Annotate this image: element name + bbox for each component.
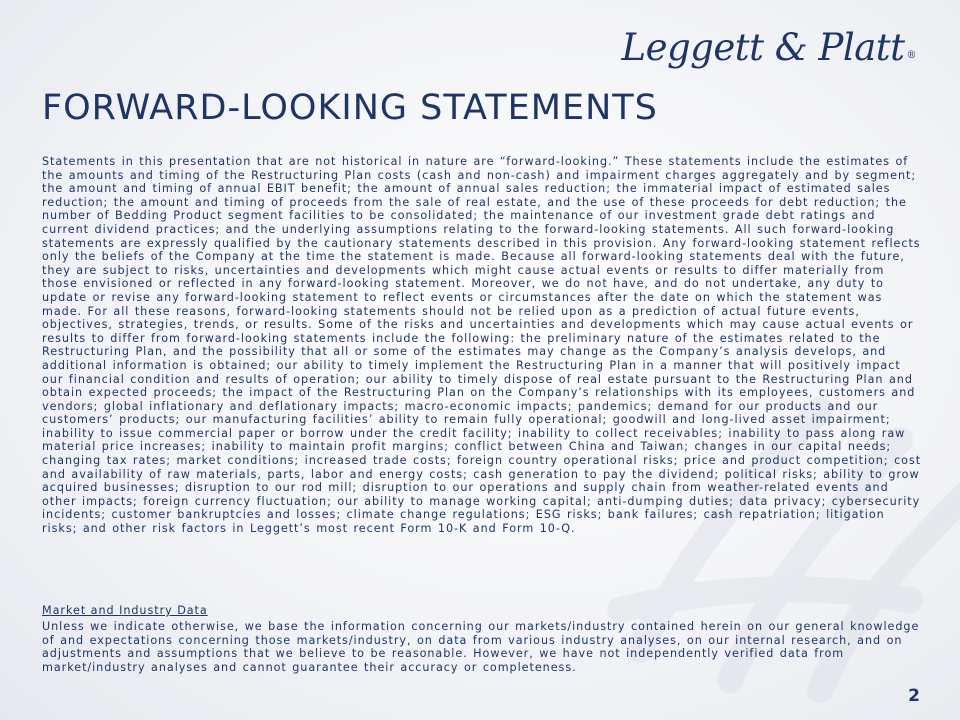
logo-text: Leggett & Platt — [621, 26, 905, 69]
page-number: 2 — [908, 686, 920, 706]
registered-mark: ® — [906, 50, 916, 61]
forward-looking-statements-text: Statements in this presentation that are not historical in nature are “forward-looking.” These statements include the estimates of the amounts and timing of the Restructuring Plan costs (cash and non-cash) and impairment charges aggregately and by segment; the amount and timing of annual EBIT benefit; the amount of annual sales reduction; the immaterial impact of estimated sales reduction; the amount and timing of proceeds from the sale of real estate, and the use of these proceeds for debt reduction; the number of Bedding Product segment facilities to be consolidated; the maintenance of our investment grade debt ratings and current dividend practices; and the underlying assumptions relating to the forward-looking statements. All such forward-looking statements are expressly qualified by the cautionary statements described in this provision. Any forward-looking statement reflects only the beliefs of the Company at the time the statement is made. Because all forward-looking statements deal with the future, they are subject to risks, uncertainties and developments which might cause actual events or results to differ materially from those envisioned or reflected in any forward-looking statement. Moreover, we do not have, and do not undertake, any duty to update or revise any forward-looking statement to reflect events or circumstances after the date on which the statement was made. For all these reasons, forward-looking statements should not be relied upon as a prediction of actual future events, objectives, strategies, trends, or results. Some of the risks and uncertainties and developments which may cause actual events or results to differ from forward-looking statements include the following: the preliminary nature of the estimates related to the Restructuring Plan, and the possibility that all or some of the estimates may change as the Company’s analysis develops, and additional information is obtained; our ability to timely implement the Restructuring Plan in a manner that will positively impact our financial condition and results of operation; our ability to timely dispose of real estate pursuant to the Restructuring Plan and obtain expected proceeds; the impact of the Restructuring Plan on the Company’s relationships with its employees, customers and vendors; global inflationary and deflationary impacts; macro-economic impacts; pandemics; demand for our products and our customers’ products; our manufacturing facilities’ ability to remain fully operational; goodwill and long-lived asset impairment; inability to issue commercial paper or borrow under the credit facility; inability to collect receivables; inability to pass along raw material price increases; inability to maintain profit margins; conflict between China and Taiwan; changes in our capital needs; changing tax rates; market conditions; increased trade costs; foreign country operational risks; price and product competition; cost and availability of raw materials, parts, labor and energy costs; cash generation to pay the dividend; political risks; ability to grow acquired businesses; disruption to our rod mill; disruption to our operations and supply chain from weather-related events and other impacts; foreign currency fluctuation; our ability to manage working capital; anti-dumping duties; data privacy; cybersecurity incidents; customer bankruptcies and losses; climate change regulations; ESG risks; bank failures; cash repatriation; litigation risks; and other risk factors in Leggett’s most recent Form 10-K and Form 10-Q. — [42, 155, 922, 536]
market-data-heading: Market and Industry Data — [42, 604, 208, 617]
company-logo — [622, 26, 916, 69]
page-title: FORWARD-LOOKING STATEMENTS — [42, 88, 658, 128]
market-data-text: Unless we indicate otherwise, we base the information concerning our markets/industry contained herein on our general knowledge of and expectations concerning those markets/industry, on data from various industry analyses, on our internal research, and on adjustments and assumptions that we believe to be reasonable. However, we have not independently verified data from market/industry analyses and cannot guarantee their accuracy or completeness. — [42, 620, 920, 674]
